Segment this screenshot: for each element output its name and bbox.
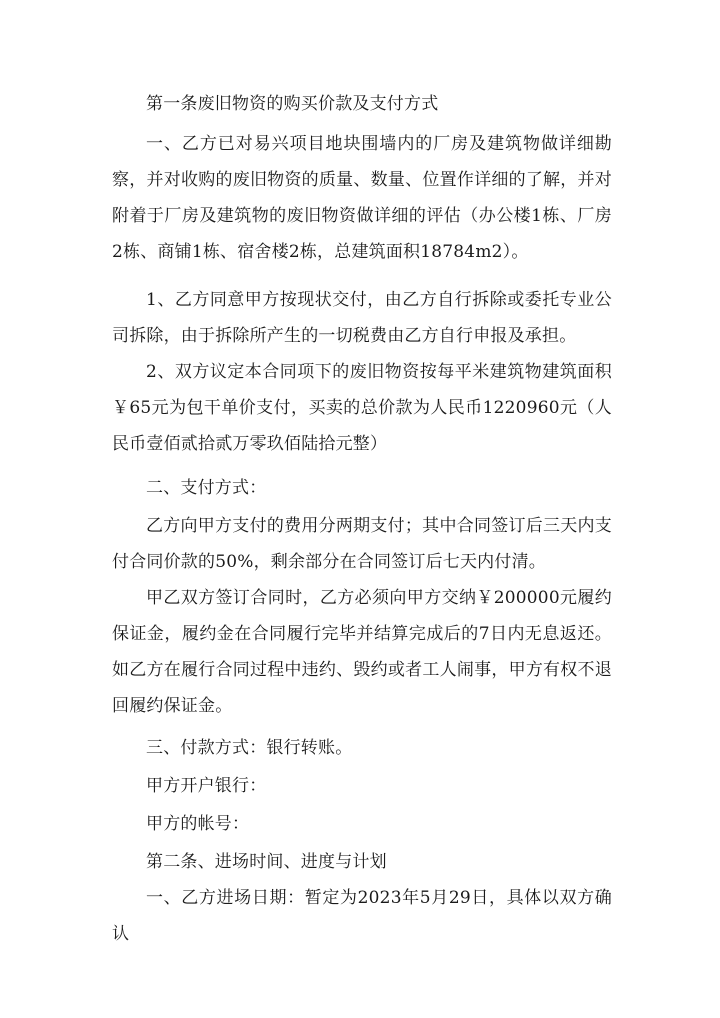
paragraph-clause-2: 2、双方议定本合同项下的废旧物资按每平米建筑物建筑面积￥65元为包干单价支付，买卖的总价款为人民币1220960元（人民币壹佰贰拾贰万零玖佰陆拾元整） [112,362,612,454]
paragraph-payment-heading: 二、支付方式： [146,478,267,498]
paragraph-deposit: 甲乙双方签订合同时，乙方必须向甲方交纳￥200000元履约保证金，履约金在合同履行完毕并结算完成后的7日内无息返还。如乙方在履行合同过程中违约、毁约或者工人闹事，甲方有权不退回履约保证金。 [112,588,612,716]
paragraph-entry-date: 一、乙方进场日期：暂定为2023年5月29日，具体以双方确认 [112,888,612,944]
article-1-heading: 第一条废旧物资的购买价款及支付方式 [146,94,439,114]
paragraph-account: 甲方的帐号： [146,814,250,834]
article-2-heading: 第二条、进场时间、进度与计划 [146,852,387,872]
paragraph-bank: 甲方开户银行： [146,776,267,796]
paragraph-clause-1: 1、乙方同意甲方按现状交付，由乙方自行拆除或委托专业公司拆除，由于拆除所产生的一切税费由乙方自行申报及承担。 [112,290,612,346]
paragraph-payment-terms: 乙方向甲方支付的费用分两期支付；其中合同签订后三天内支付合同价款的50%，剩余部分在合同签订后七天内付清。 [112,516,612,572]
paragraph-survey: 一、乙方已对易兴项目地块围墙内的厂房及建筑物做详细勘察，并对收购的废旧物资的质量、数量、位置作详细的了解，并对附着于厂房及建筑物的废旧物资做详细的评估（办公楼1栋、厂房2栋、商铺1栋、宿舍楼2栋，总建筑面积18784m2）。 [112,134,612,262]
paragraph-payment-method: 三、付款方式：银行转账。 [146,738,353,758]
